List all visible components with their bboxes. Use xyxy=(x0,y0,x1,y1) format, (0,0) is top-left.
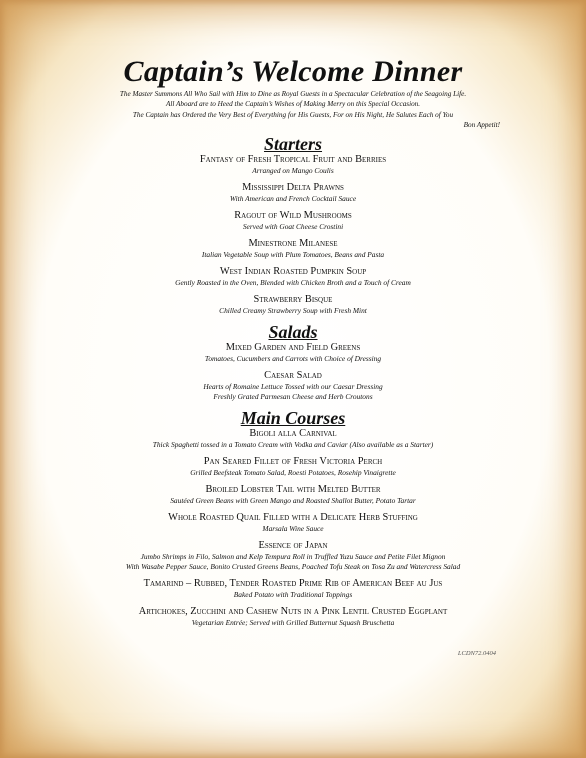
intro-line: All Aboard are to Heed the Captain’s Wishes of Making Merry on this Special Occasion. xyxy=(165,100,421,109)
menu-item xyxy=(0,182,586,204)
dish-name: Mixed Garden and Field Greens xyxy=(225,342,361,354)
dish-description: With American and French Cocktail Sauce xyxy=(229,194,357,204)
dish-description: Chilled Creamy Strawberry Soup with Fresh Mint xyxy=(219,306,367,316)
dish-description: Tomatoes, Cucumbers and Carrots with Choice of Dressing xyxy=(204,354,382,364)
menu-item xyxy=(0,266,586,288)
menu-item xyxy=(0,154,586,176)
dish-description: Vegetarian Entrée; Served with Grilled Butternut Squash Bruschetta xyxy=(191,618,395,628)
dish-name: Caesar Salad xyxy=(264,370,322,382)
dish-description: Hearts of Romaine Lettuce Tossed with our Caesar Dressing xyxy=(203,382,383,392)
dish-description: Arranged on Mango Coulis xyxy=(252,166,334,176)
dish-name: West Indian Roasted Pumpkin Soup xyxy=(219,266,367,278)
dish-description: With Wasabe Pepper Sauce, Bonito Crusted Greens Beans, Poached Tofu Steak on Tosa Zu and Watercress Salad xyxy=(125,562,461,572)
dish-description: Grilled Beefsteak Tomato Salad, Roesti Potatoes, Rosehip Vinaigrette xyxy=(190,468,396,478)
menu-item xyxy=(0,370,586,402)
dish-name: Broiled Lobster Tail with Melted Butter xyxy=(205,484,381,496)
dish-name: Mississippi Delta Prawns xyxy=(242,182,344,194)
dish-description: Jumbo Shrimps in Filo, Salmon and Kelp Tempura Roll in Truffled Yuzu Sauce and Petite Filet Mignon xyxy=(140,552,446,562)
section-main-courses xyxy=(0,408,586,628)
dish-description: Thick Spaghetti tossed in a Tomato Cream with Vodka and Caviar (Also available as a Starter) xyxy=(152,440,434,450)
menu-item xyxy=(0,606,586,628)
dish-description: Served with Goat Cheese Crostini xyxy=(242,222,344,232)
dish-name: Fantasy of Fresh Tropical Fruit and Berries xyxy=(199,154,387,166)
menu-item xyxy=(0,210,586,232)
intro-text xyxy=(0,89,586,120)
intro-line: The Master Summons All Who Sail with Him to Dine as Royal Guests in a Spectacular Celebration of the Seagoing Life. xyxy=(119,90,467,98)
bon-appetit: Bon Appetit! xyxy=(463,121,500,130)
dish-description: Marsala Wine Sauce xyxy=(262,524,324,534)
menu-item xyxy=(0,238,586,260)
page-title: Captain’s Welcome Dinner xyxy=(123,55,463,88)
dish-description: Italian Vegetable Soup with Plum Tomatoes, Beans and Pasta xyxy=(201,250,385,260)
dish-description: Freshly Grated Parmesan Cheese and Herb Croutons xyxy=(213,392,373,402)
menu-item xyxy=(0,428,586,450)
dish-name: Strawberry Bisque xyxy=(253,294,333,306)
menu-item xyxy=(0,512,586,534)
menu-code: LCDN72.0404 xyxy=(457,650,496,657)
menu-item xyxy=(0,484,586,506)
dish-name: Tamarind – Rubbed, Tender Roasted Prime Rib of American Beef au Jus xyxy=(143,578,443,590)
dish-description: Baked Potato with Traditional Toppings xyxy=(233,590,353,600)
section-title: Starters xyxy=(263,134,323,155)
dish-name: Whole Roasted Quail Filled with a Delicate Herb Stuffing xyxy=(168,512,418,524)
section-title: Main Courses xyxy=(240,408,346,429)
dish-name: Pan Seared Fillet of Fresh Victoria Perch xyxy=(203,456,383,468)
dish-name: Minestrone Milanese xyxy=(248,238,338,250)
menu-item xyxy=(0,456,586,478)
section-title: Salads xyxy=(268,322,318,343)
dish-name: Artichokes, Zucchini and Cashew Nuts in a Pink Lentil Crusted Eggplant xyxy=(138,606,448,618)
dish-name: Bigoli alla Carnival xyxy=(249,428,337,440)
section-salads xyxy=(0,322,586,402)
menu-item xyxy=(0,578,586,600)
intro-line: The Captain has Ordered the Very Best of Everything for His Guests, For on His Night, He Salutes Each of You xyxy=(132,110,454,119)
dish-description: Sautéed Green Beans with Green Mango and Roasted Shallot Butter, Potato Tartar xyxy=(170,496,416,506)
menu-item xyxy=(0,540,586,572)
menu-content xyxy=(0,56,586,758)
dish-name: Essence of Japan xyxy=(258,540,328,552)
menu-item xyxy=(0,294,586,316)
menu-item xyxy=(0,342,586,364)
dish-name: Ragout of Wild Mushrooms xyxy=(234,210,352,222)
section-starters xyxy=(0,134,586,316)
dish-description: Gently Roasted in the Oven, Blended with Chicken Broth and a Touch of Cream xyxy=(175,278,411,288)
